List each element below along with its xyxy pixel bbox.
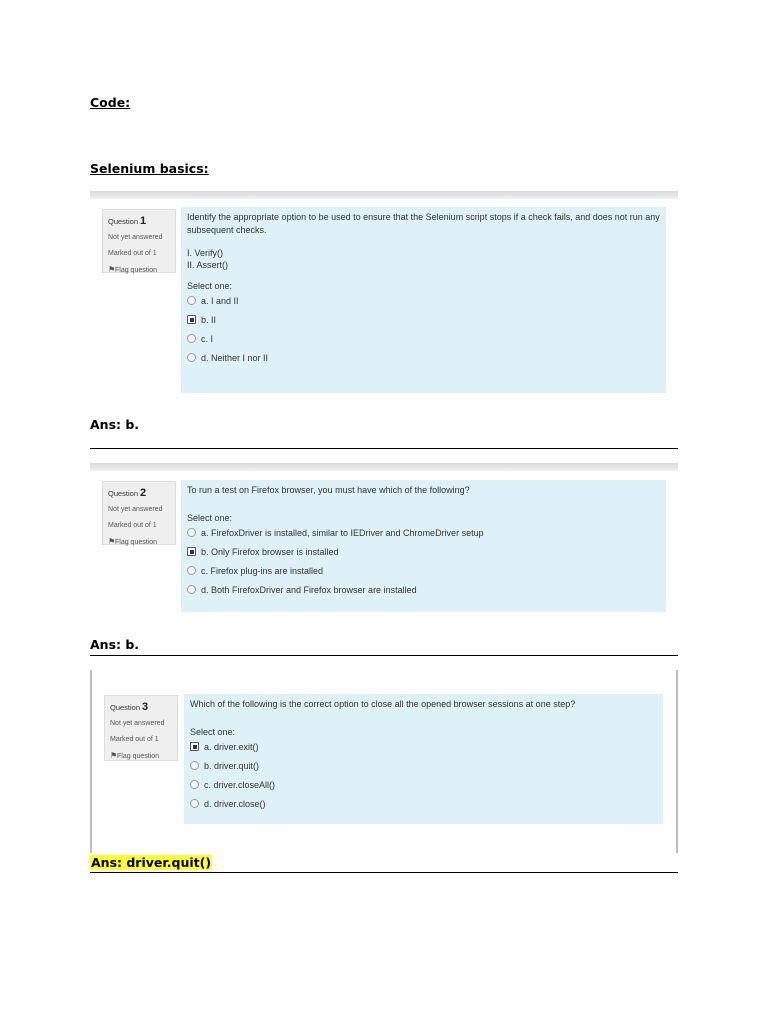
- answer-option[interactable]: [187, 561, 660, 580]
- flag-question-label: Flag question: [117, 753, 160, 760]
- question-statements: [187, 247, 660, 271]
- answer-option[interactable]: [187, 329, 660, 348]
- answer-option[interactable]: [187, 291, 660, 310]
- answer-option[interactable]: [190, 737, 657, 756]
- flag-icon: ⚑: [108, 537, 116, 546]
- radio-button-icon[interactable]: [187, 528, 196, 537]
- screenshot-top-bar: [90, 463, 678, 471]
- radio-button-icon[interactable]: [187, 334, 196, 343]
- select-one-label: Select one:: [187, 281, 233, 291]
- answer-option[interactable]: [190, 775, 657, 794]
- question-marks: Marked out of 1: [108, 250, 157, 257]
- question-text: Which of the following is the correct option to close all the opened browser sessions at one step?: [190, 699, 576, 709]
- statement-item: I. Verify(): [187, 248, 224, 258]
- answer-option[interactable]: [187, 523, 660, 542]
- question-status: Not yet answered: [108, 234, 163, 241]
- answer-option[interactable]: [190, 794, 657, 813]
- question-content: [184, 694, 663, 824]
- option-label: c. I: [201, 333, 214, 344]
- option-label: a. FirefoxDriver is installed, similar to IEDriver and ChromeDriver setup: [201, 527, 484, 538]
- option-label: d. Neither I nor II: [201, 352, 269, 363]
- question-text: To run a test on Firefox browser, you must have which of the following?: [187, 485, 470, 495]
- radio-button-icon[interactable]: [187, 585, 196, 594]
- answer-option[interactable]: [187, 310, 660, 329]
- answer-1: Ans: b.: [90, 417, 140, 432]
- radio-button-icon[interactable]: [190, 780, 199, 789]
- question-number: 1: [139, 215, 147, 227]
- radio-button-icon[interactable]: [190, 742, 199, 751]
- question-marks: Marked out of 1: [110, 736, 159, 743]
- flag-question-link[interactable]: [110, 748, 172, 765]
- answer-option[interactable]: [187, 542, 660, 561]
- heading-selenium-basics: Selenium basics:: [90, 161, 209, 176]
- answer-3-highlighted: Ans: driver.quit(): [91, 855, 212, 870]
- screenshot-left-edge: [90, 670, 92, 853]
- question-text: Identify the appropriate option to be used to ensure that the Selenium script stops if a check fails, and does not run any subsequent checks.: [187, 212, 660, 235]
- question-1-screenshot: [90, 191, 678, 397]
- screenshot-right-edge: [676, 670, 678, 853]
- flag-question-label: Flag question: [115, 539, 158, 546]
- option-label: c. driver.closeAll(): [204, 779, 276, 790]
- divider-line: [90, 448, 678, 449]
- question-number: 2: [139, 487, 147, 499]
- question-info-panel: [102, 209, 176, 273]
- option-label: d. driver.close(): [204, 798, 266, 809]
- option-label: c. Firefox plug-ins are installed: [201, 565, 324, 576]
- question-status: Not yet answered: [110, 720, 165, 727]
- radio-button-icon[interactable]: [187, 547, 196, 556]
- option-label: b. II: [201, 314, 217, 325]
- flag-icon: ⚑: [110, 751, 118, 760]
- question-content: [181, 207, 666, 393]
- question-label: Question: [108, 217, 139, 226]
- question-2-screenshot: [90, 463, 678, 623]
- question-label: Question: [110, 703, 141, 712]
- answer-2: Ans: b.: [90, 637, 140, 652]
- option-label: b. driver.quit(): [204, 760, 260, 771]
- radio-button-icon[interactable]: [187, 296, 196, 305]
- divider-line: [90, 872, 678, 873]
- screenshot-top-bar: [90, 191, 678, 199]
- statement-item: II. Assert(): [187, 260, 229, 270]
- radio-button-icon[interactable]: [190, 761, 199, 770]
- question-status: Not yet answered: [108, 506, 163, 513]
- radio-button-icon[interactable]: [190, 799, 199, 808]
- answer-option[interactable]: [190, 756, 657, 775]
- question-3-screenshot: [90, 670, 678, 853]
- flag-question-link[interactable]: [108, 534, 170, 551]
- question-info-panel: [102, 481, 176, 545]
- heading-code: Code:: [90, 95, 131, 110]
- option-label: a. driver.exit(): [204, 741, 259, 752]
- question-info-panel: [104, 695, 178, 761]
- option-label: b. Only Firefox browser is installed: [201, 546, 339, 557]
- question-number: 3: [141, 701, 149, 713]
- radio-button-icon[interactable]: [187, 566, 196, 575]
- option-label: a. I and II: [201, 295, 239, 306]
- radio-button-icon[interactable]: [187, 315, 196, 324]
- answer-option[interactable]: [187, 580, 660, 599]
- flag-question-link[interactable]: [108, 262, 170, 279]
- radio-button-icon[interactable]: [187, 353, 196, 362]
- flag-question-label: Flag question: [115, 267, 158, 274]
- select-one-label: Select one:: [190, 727, 236, 737]
- divider-line: [90, 655, 678, 656]
- question-label: Question: [108, 489, 139, 498]
- flag-icon: ⚑: [108, 265, 116, 274]
- option-label: d. Both FirefoxDriver and Firefox browser are installed: [201, 584, 417, 595]
- answer-option[interactable]: [187, 348, 660, 367]
- question-content: [181, 480, 666, 612]
- question-marks: Marked out of 1: [108, 522, 157, 529]
- select-one-label: Select one:: [187, 513, 233, 523]
